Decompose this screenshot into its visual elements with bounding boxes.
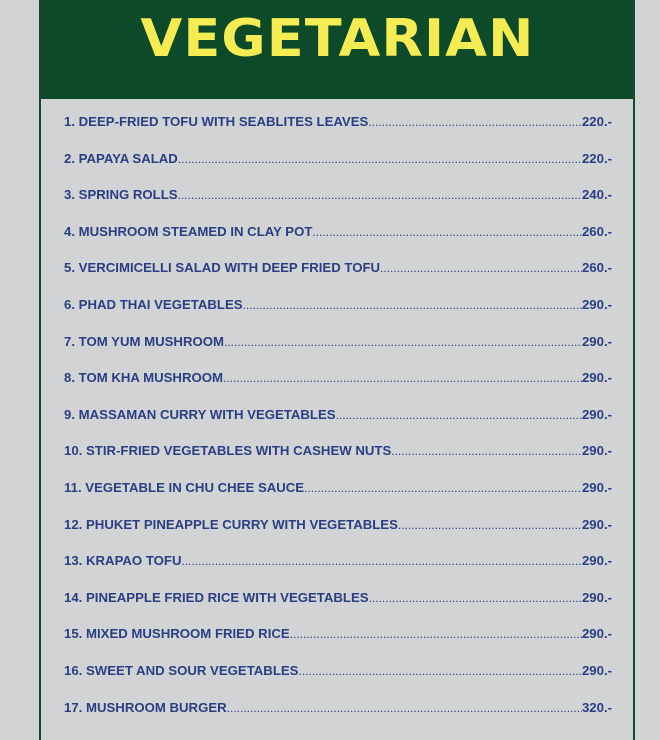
menu-item-price: 240.- <box>581 187 612 203</box>
menu-title: VEGETARIAN <box>140 8 534 69</box>
dot-leader <box>223 371 582 385</box>
dot-leader <box>243 298 582 312</box>
menu-item <box>64 297 612 334</box>
dot-leader <box>391 444 582 458</box>
menu-item-price: 290.- <box>581 296 612 312</box>
menu-item <box>64 114 612 151</box>
menu-item <box>64 260 612 297</box>
menu-item-name: 16. SWEET AND SOUR VEGETABLES <box>64 662 299 678</box>
menu-item <box>64 224 612 261</box>
dot-leader <box>181 554 581 568</box>
menu-item <box>64 407 612 444</box>
menu-item-price: 290.- <box>581 662 612 678</box>
dot-leader <box>312 225 582 239</box>
menu-item-name: 13. KRAPAO TOFU <box>64 553 182 569</box>
dot-leader <box>178 152 582 166</box>
menu-item-name: 5. VERCIMICELLI SALAD WITH DEEP FRIED TOFU <box>64 260 381 276</box>
menu-item-price: 220.- <box>581 114 612 129</box>
menu-item <box>64 370 612 407</box>
menu-item-name: 8. TOM KHA MUSHROOM <box>64 370 223 386</box>
menu-item-price: 290.- <box>581 626 612 642</box>
menu-item-name: 9. MASSAMAN CURRY WITH VEGETABLES <box>64 406 336 422</box>
menu-item <box>64 517 612 554</box>
dot-leader <box>368 115 582 129</box>
dot-leader <box>336 408 582 422</box>
menu-item-price: 290.- <box>581 553 612 569</box>
menu-item-name: 10. STIR-FRIED VEGETABLES WITH CASHEW NUTS <box>64 443 392 459</box>
dot-leader <box>298 664 581 678</box>
menu-item-name: 1. DEEP-FRIED TOFU WITH SEABLITES LEAVES <box>64 114 369 129</box>
menu-item <box>64 334 612 371</box>
dot-leader <box>224 335 582 349</box>
menu-item-name: 7. TOM YUM MUSHROOM <box>64 333 224 349</box>
menu-item-price: 290.- <box>581 589 612 605</box>
menu-item-name: 11. VEGETABLE IN CHU CHEE SAUCE <box>64 479 305 495</box>
menu-item-price: 290.- <box>581 443 612 459</box>
dot-leader <box>380 261 582 275</box>
menu-item-name: 17. MUSHROOM BURGER <box>64 699 227 715</box>
menu-item-price: 290.- <box>581 406 612 422</box>
menu-item-name: 4. MUSHROOM STEAMED IN CLAY POT <box>64 223 313 239</box>
menu-item <box>64 590 612 627</box>
menu-item-name: 6. PHAD THAI VEGETABLES <box>64 296 243 312</box>
menu-item <box>64 663 612 700</box>
menu-item-name: 12. PHUKET PINEAPPLE CURRY WITH VEGETABLES <box>64 516 398 532</box>
menu-item-price: 320.- <box>581 699 612 715</box>
dot-leader <box>178 188 582 202</box>
menu-item-price: 290.- <box>581 479 612 495</box>
menu-item-price: 260.- <box>581 260 612 276</box>
menu-item-price: 220.- <box>581 150 612 166</box>
menu-item <box>64 700 612 737</box>
menu-item-name: 3. SPRING ROLLS <box>64 187 178 203</box>
menu-item-name: 15. MIXED MUSHROOM FRIED RICE <box>64 626 290 642</box>
menu-header <box>41 0 633 99</box>
menu-item-price: 290.- <box>581 333 612 349</box>
menu-item <box>64 626 612 663</box>
menu-item-price: 290.- <box>581 516 612 532</box>
dot-leader <box>398 518 582 532</box>
menu-list <box>64 114 612 736</box>
menu-item <box>64 151 612 188</box>
menu-item <box>64 553 612 590</box>
menu-item-price: 290.- <box>581 370 612 386</box>
menu-item-price: 260.- <box>581 223 612 239</box>
dot-leader <box>304 481 582 495</box>
dot-leader <box>290 627 582 641</box>
dot-leader <box>369 591 582 605</box>
menu-item-name: 14. PINEAPPLE FRIED RICE WITH VEGETABLES <box>64 589 369 605</box>
menu-item <box>64 480 612 517</box>
dot-leader <box>227 701 582 715</box>
menu-item-name: 2. PAPAYA SALAD <box>64 150 178 166</box>
menu-item <box>64 187 612 224</box>
menu-board <box>39 0 635 740</box>
menu-item <box>64 443 612 480</box>
